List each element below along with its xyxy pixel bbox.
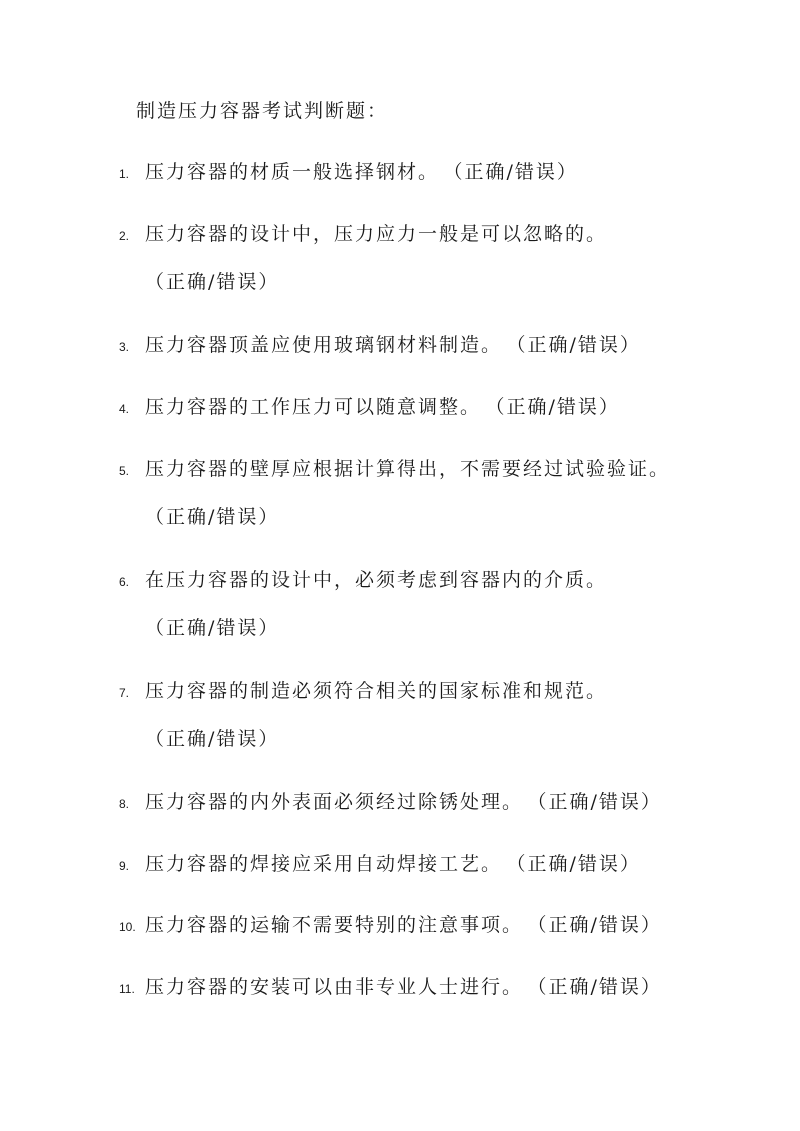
question-number: 4. [119, 402, 130, 416]
answer-choice: （正确/错误） [145, 617, 280, 639]
answer-choice: （正确/错误） [145, 506, 280, 528]
question-text: 压力容器的安装可以由非专业人士进行。 [145, 976, 524, 998]
question-number: 6. [119, 575, 130, 589]
answer-choice: （正确/错误） [495, 396, 620, 418]
answer-choice: （正确/错误） [453, 161, 578, 183]
question-text-line [145, 568, 607, 592]
question-text-line [145, 790, 662, 814]
question-text: 压力容器的设计中，压力应力一般是可以忽略的。 [145, 223, 608, 245]
question-text-line [145, 913, 662, 937]
question-text-line [145, 222, 607, 246]
document-title: 制造压力容器考试判断题： [136, 100, 389, 122]
answer-choice: （正确/错误） [516, 853, 641, 875]
question-number: 8. [119, 797, 130, 811]
answer-choice: （正确/错误） [145, 728, 280, 750]
question-choice-line [145, 616, 279, 640]
question-number: 10. [119, 920, 136, 934]
question-text-line [145, 333, 641, 357]
question-text-line [145, 395, 620, 419]
question-text: 压力容器的壁厚应根据计算得出，不需要经过试验验证。 [145, 458, 671, 480]
question-text: 压力容器的内外表面必须经过除锈处理。 [145, 791, 524, 813]
question-text-line [145, 679, 607, 703]
question-choice-line [145, 505, 279, 529]
question-number: 5. [119, 464, 130, 478]
question-choice-line [145, 270, 279, 294]
question-text: 压力容器的工作压力可以随意调整。 [145, 396, 482, 418]
question-number: 3. [119, 340, 130, 354]
answer-choice: （正确/错误） [145, 271, 280, 293]
question-text: 压力容器的运输不需要特别的注意事项。 [145, 914, 524, 936]
question-text-line [145, 852, 641, 876]
question-text: 压力容器的材质一般选择钢材。 [145, 161, 440, 183]
answer-choice: （正确/错误） [516, 334, 641, 356]
question-text: 压力容器顶盖应使用玻璃钢材料制造。 [145, 334, 503, 356]
question-number: 7. [119, 686, 130, 700]
answer-choice: （正确/错误） [537, 914, 662, 936]
question-text: 压力容器的焊接应采用自动焊接工艺。 [145, 853, 503, 875]
question-text: 在压力容器的设计中，必须考虑到容器内的介质。 [145, 569, 608, 591]
question-number: 11. [119, 982, 135, 996]
question-text: 压力容器的制造必须符合相关的国家标准和规范。 [145, 680, 608, 702]
question-text-line [145, 975, 662, 999]
question-text-line [145, 457, 670, 481]
answer-choice: （正确/错误） [537, 791, 662, 813]
question-number: 1. [119, 167, 130, 181]
answer-choice: （正确/错误） [537, 976, 662, 998]
question-choice-line [145, 727, 279, 751]
question-number: 2. [119, 229, 130, 243]
question-text-line [145, 160, 578, 184]
question-number: 9. [119, 859, 130, 873]
